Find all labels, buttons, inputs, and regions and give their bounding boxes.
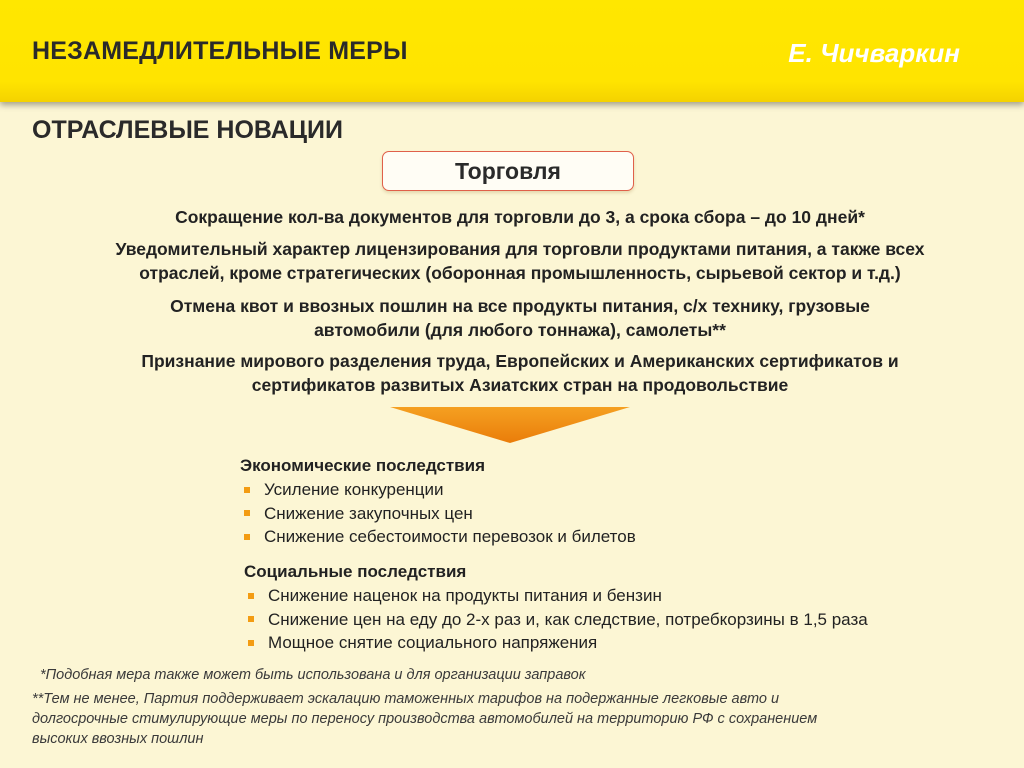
- bullet-icon: [244, 510, 250, 516]
- measure-line: сертификатов развитых Азиатских стран на продовольствие: [251, 375, 789, 395]
- bullet-icon: [248, 640, 254, 646]
- bullet-icon: [248, 593, 254, 599]
- measure-quotas: [40, 294, 1000, 342]
- social-list: [248, 584, 868, 655]
- author-name: Е. Чичваркин: [788, 38, 960, 68]
- measure-line: автомобили (для любого тоннажа), самолеты**: [314, 320, 726, 340]
- list-item-text: Усиление конкуренции: [264, 480, 444, 499]
- footnote-2: [32, 689, 817, 749]
- measure-line: Сокращение кол-ва документов для торговли до 3, а срока сбора – до 10 дней*: [175, 207, 865, 227]
- bullet-icon: [244, 487, 250, 493]
- list-item: [248, 608, 868, 632]
- footnote-line: долгосрочные стимулирующие меры по переносу производства автомобилей на территорию РФ с сохранением: [32, 711, 818, 727]
- measure-line: отраслей, кроме стратегических (оборонная промышленность, сырьевой сектор и т.д.): [139, 263, 901, 283]
- page-title: НЕЗАМЕДЛИТЕЛЬНЫЕ МЕРЫ: [32, 37, 408, 65]
- measure-line: Отмена квот и ввозных пошлин на все продукты питания, с/х технику, грузовые: [170, 296, 870, 316]
- list-item: [244, 525, 636, 549]
- footnote-line: *Подобная мера также может быть использована и для организации заправок: [40, 667, 586, 683]
- list-item: [244, 502, 636, 526]
- section-title: ОТРАСЛЕВЫЕ НОВАЦИИ: [32, 116, 343, 144]
- measure-documents: [40, 205, 1000, 229]
- economic-list: [244, 478, 636, 549]
- economic-title: Экономические последствия: [240, 456, 485, 475]
- header-bar: [0, 0, 1024, 102]
- footnote-line: **Тем не менее, Партия поддерживает эскалацию таможенных тарифов на подержанные легковые авто и: [32, 691, 780, 707]
- list-item-text: Снижение себестоимости перевозок и билетов: [264, 527, 636, 546]
- topic-label: Торговля: [455, 157, 561, 184]
- list-item-text: Снижение наценок на продукты питания и бензин: [268, 586, 662, 605]
- list-item-text: Мощное снятие социального напряжения: [268, 633, 598, 652]
- list-item-text: Снижение цен на еду до 2-х раз и, как следствие, потребкорзины в 1,5 раза: [268, 609, 868, 629]
- list-item: [244, 478, 636, 502]
- topic-box: [382, 151, 634, 191]
- down-arrow-icon: [390, 407, 630, 443]
- social-title: Социальные последствия: [244, 562, 467, 581]
- measure-line: Уведомительный характер лицензирования для торговли продуктами питания, а также всех: [115, 239, 925, 259]
- list-item: [248, 584, 868, 608]
- list-item-text: Снижение закупочных цен: [264, 503, 473, 523]
- measure-certificates: [40, 349, 1000, 397]
- measure-line: Признание мирового разделения труда, Европейских и Американских сертификатов и: [141, 351, 899, 371]
- bullet-icon: [248, 616, 254, 622]
- footnote-line: высоких ввозных пошлин: [32, 731, 204, 747]
- bullet-icon: [244, 534, 250, 540]
- list-item: [248, 631, 868, 655]
- measure-licensing: [40, 237, 1000, 285]
- footnote-1: [40, 665, 586, 685]
